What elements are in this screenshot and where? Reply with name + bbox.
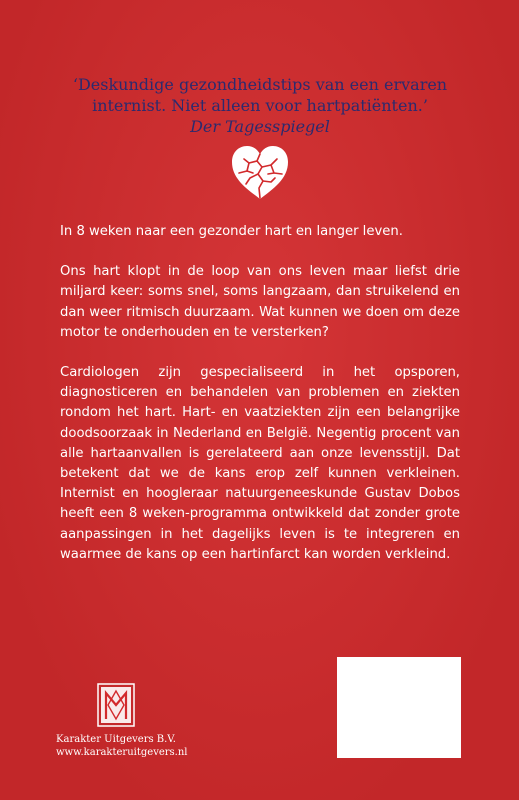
cracked-heart-icon [229, 143, 291, 201]
blurb-paragraph-program: Cardiologen zijn gespecialiseerd in het opsporen, diagnosticeren en behandelen van problemen en ziekten rondom het hart. Hart- en vaatziekten zijn een belangrijke doodsoorzaak in Nederland en België. Negentig procent van alle hartaanvallen is gerelateerd aan onze levensstijl. Dat betekent dat we de kans erop zelf kunnen verkleinen. Internist en hoogleraar natuurgeneeskunde Gustav Dobos heeft een 8 weken-programma ontwikkeld dat zonder grote aanpassingen in het dagelijks leven is te integreren en waarmee de kans op een hartinfarct kan worden verkleind. [60, 365, 460, 562]
publisher-block [56, 683, 188, 759]
quote-line-1: ‘Deskundige gezondheidstips van een ervaren [72, 75, 448, 94]
review-quote [40, 74, 480, 137]
publisher-logo-icon [97, 683, 135, 727]
publisher-name: Karakter Uitgevers B.V. [56, 734, 176, 745]
quote-line-2: internist. Niet alleen voor hartpatiënten.’ [92, 96, 428, 115]
publisher-url: www.karakteruitgevers.nl [56, 747, 188, 758]
quote-source: Der Tagesspiegel [190, 117, 330, 136]
blurb-paragraph-heartbeat: Ons hart klopt in de loop van ons leven maar liefst drie miljard keer: soms snel, soms langzaam, dan struikelend en dan weer ritmisch duurzaam. Wat kunnen we doen om deze motor te onderhouden en te versterken? [60, 264, 460, 340]
blurb-text [60, 222, 460, 585]
blurb-tagline: In 8 weken naar een gezonder hart en langer leven. [60, 224, 403, 239]
barcode-area [337, 657, 461, 758]
